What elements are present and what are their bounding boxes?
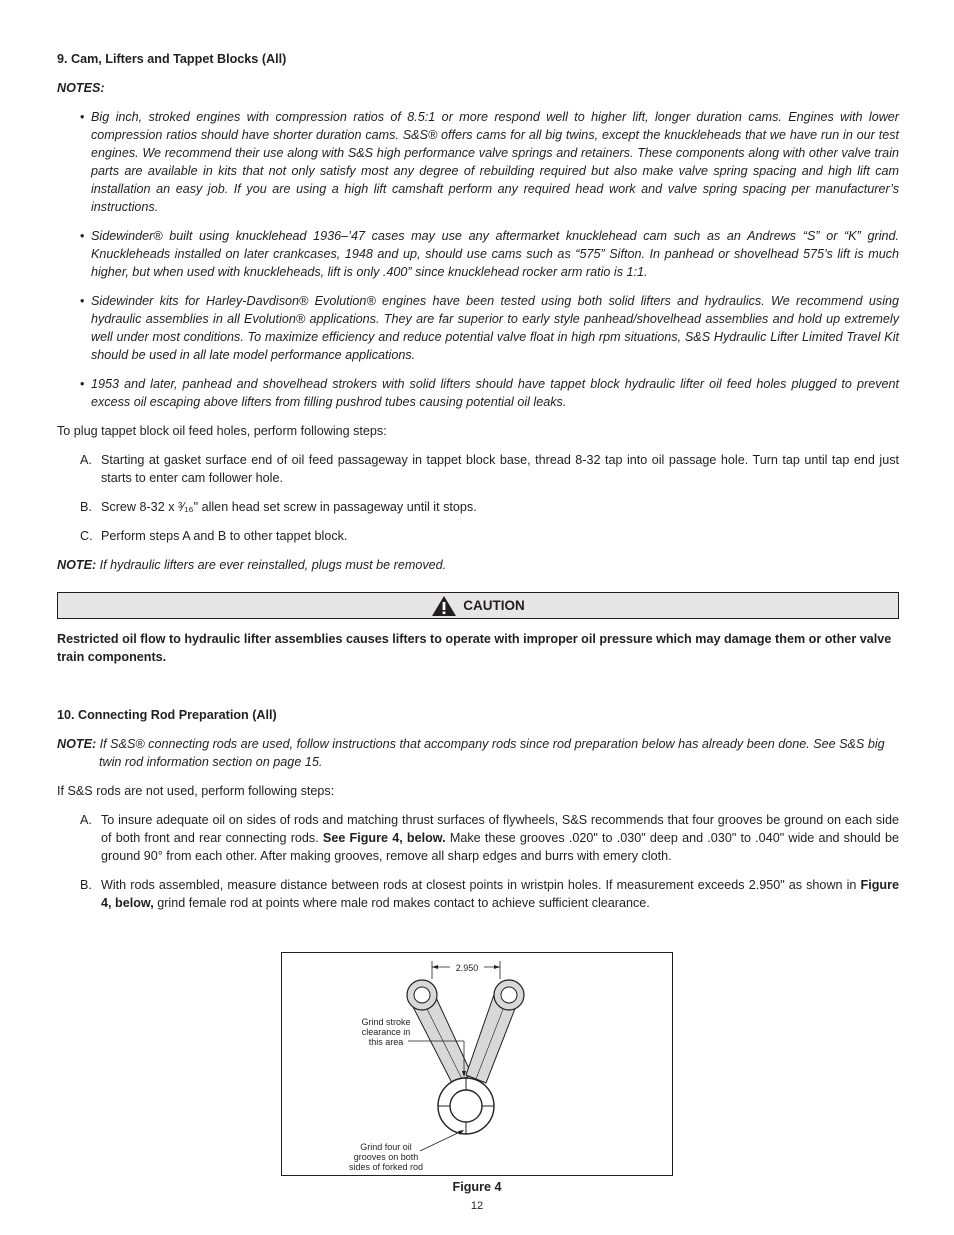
dimension-label: 2.950 xyxy=(455,963,479,973)
plug-steps xyxy=(57,451,899,545)
caution-label: CAUTION xyxy=(463,597,525,613)
figure-caption: Figure 4 xyxy=(452,1180,502,1194)
rods-note: NOTE: If S&S® connecting rods are used, follow instructions that accompany rods since rod preparation below has already been done. See S&S big twin rod information section on page 15. xyxy=(57,737,885,769)
connecting-rod-diagram xyxy=(282,953,672,1175)
warning-icon xyxy=(431,595,457,617)
step-item: A. Starting at gasket surface end of oil feed passageway in tappet block base, thread 8-32 tap into oil passage hole. Turn tap until tap end just starts to enter cam follower hole. xyxy=(80,453,899,485)
figure-label-top-3: this area xyxy=(368,1037,404,1047)
step-item: A. To insure adequate oil on sides of rods and matching thrust surfaces of flywheels, S&S recommends that four grooves be ground on each side of both front and rear connecting rods. See Figure 4, below. Make these grooves .020" to .030" deep and .030" to .040" wide and should be ground 90° from each other. After making grooves, remove all sharp edges and burrs with emery cloth. xyxy=(80,813,899,863)
step-item: B. Screw 8-32 x ³⁄₁₆" allen head set screw in passageway until it stops. xyxy=(80,500,477,514)
step-item: B. With rods assembled, measure distance between rods at closest points in wristpin holes. If measurement exceeds 2.950" as shown in Figure 4, below, grind female rod at points where male rod makes contact to achieve sufficient clearance. xyxy=(80,878,899,910)
figure-4-box xyxy=(281,952,673,1176)
section-10-heading: 10. Connecting Rod Preparation (All) xyxy=(57,708,277,722)
note-item: • Sidewinder kits for Harley-Davdison® Evolution® engines have been tested using both solid lifters and hydraulics. We recommend using hydraulic assemblies in all Evolution® applications. They are far superior to early style panhead/shovelhead assemblies and hold up extremely well under most conditions. To maximize efficiency and reduce potential valve float in high rpm situations, S&S Hydraulic Lifter Limited Travel Kit should be used in all late model performance applications. xyxy=(80,294,899,362)
page-content xyxy=(57,50,899,912)
caution-text: Restricted oil flow to hydraulic lifter assemblies causes lifters to operate with improper oil pressure which may damage them or other valve train components. xyxy=(57,632,892,664)
note-item: • 1953 and later, panhead and shovelhead strokers with solid lifters should have tappet block hydraulic lifter oil feed holes plugged to prevent excess oil escaping above lifters from filling pushrod tubes causing potential oil leaks. xyxy=(80,377,899,409)
caution-banner xyxy=(57,592,899,619)
figure-label-top-2: clearance in xyxy=(361,1027,411,1037)
plug-intro: To plug tappet block oil feed holes, perform following steps: xyxy=(57,424,387,438)
figure-label-bottom-2: grooves on both xyxy=(353,1152,419,1162)
figure-label-bottom-3: sides of forked rod xyxy=(348,1162,424,1172)
section-9-heading: 9. Cam, Lifters and Tappet Blocks (All) xyxy=(57,52,287,66)
note-item: • Big inch, stroked engines with compression ratios of 8.5:1 or more respond well to higher lift, longer duration cams. Engines with lower compression ratios should have shorter duration cams. S&S® offers cams for all big twins, except the knuckleheads that we have run in our test engines. We recommend their use along with S&S high performance valve springs and retainers. These components along with other valve train parts are available in kits that not only satisfy most any degree of rebuilding required but also make valve spring spacing and high lift cam installation an easy job. If you are using a high lift camshaft perform any required head work and valve spring spacing per manufacturer’s instructions. xyxy=(80,110,899,214)
notes-label: NOTES: xyxy=(57,81,105,95)
page-number: 12 xyxy=(470,1200,484,1212)
rods-intro: If S&S rods are not used, perform following steps: xyxy=(57,784,335,798)
step-item: C. Perform steps A and B to other tappet block. xyxy=(80,529,348,543)
notes-list xyxy=(57,108,899,411)
figure-label-bottom-1: Grind four oil xyxy=(360,1142,412,1152)
hydraulic-note: NOTE: If hydraulic lifters are ever reinstalled, plugs must be removed. xyxy=(57,558,447,572)
figure-label-top-1: Grind stroke xyxy=(361,1017,411,1027)
rod-steps xyxy=(57,811,899,912)
note-item: • Sidewinder® built using knucklehead 1936–’47 cases may use any aftermarket knucklehead cam such as an Andrews “S” or “K” grind. Knuckleheads installed on later crankcases, 1948 and up, should use cams such as “575” Sifton. In panhead or shovelhead 575’s lift is much higher, but when used with knuckleheads, lift is only .400” since knucklehead rocker arm ratio is 1:1. xyxy=(80,229,899,279)
